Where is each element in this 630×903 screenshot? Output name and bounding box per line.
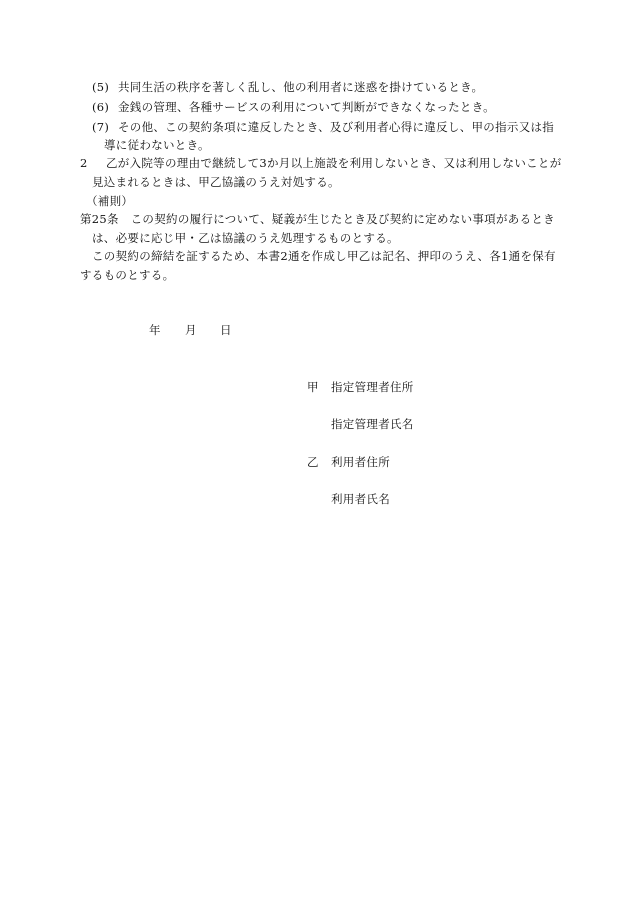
supplement-heading: （補則） <box>86 194 134 208</box>
closing-statement-continuation: するものとする。 <box>80 268 175 282</box>
date-day: 日 <box>220 323 232 337</box>
date-month: 月 <box>185 323 197 337</box>
item-text: その他、この契約条項に違反したとき、及び利用者心得に違反し、甲の指示又は指 <box>117 120 555 134</box>
clause-2 <box>80 155 562 171</box>
article-25-continuation: は、必要に応じ甲・乙は協議のうえ処理するものとする。 <box>92 231 399 245</box>
party-a-label: 甲 <box>307 380 319 394</box>
article-25: 第25条 この契約の履行について、疑義が生じたとき及び契約に定めない事項があるとき <box>80 212 555 226</box>
item-text: 金銭の管理、各種サービスの利用について判断ができなくなったとき。 <box>117 100 495 114</box>
clause-number: 2 <box>80 156 88 170</box>
party-a-address-label: 指定管理者住所 <box>331 380 414 394</box>
list-item-6 <box>92 99 495 115</box>
item-text: 共同生活の秩序を著しく乱し、他の利用者に迷惑を掛けているとき。 <box>117 80 484 94</box>
party-b-label: 乙 <box>307 455 319 469</box>
clause-text: 乙が入院等の理由で継続して3か月以上施設を利用しないとき、又は利用しないことが <box>105 156 562 170</box>
party-a-name-label: 指定管理者氏名 <box>331 417 414 431</box>
list-item-5 <box>92 79 483 95</box>
list-item-7-continuation: 導に従わないとき。 <box>104 138 210 152</box>
party-b-name-label: 利用者氏名 <box>331 492 390 506</box>
date-year: 年 <box>149 323 161 337</box>
item-number: (5) <box>92 80 110 94</box>
item-number: (7) <box>92 120 110 134</box>
closing-statement: この契約の締結を証するため、本書2通を作成し甲乙は記名、押印のうえ、各1通を保有 <box>92 249 556 263</box>
item-number: (6) <box>92 100 110 114</box>
party-b-address-label: 利用者住所 <box>331 455 390 469</box>
list-item-7 <box>92 119 554 135</box>
clause-2-continuation: 見込まれるときは、甲乙協議のうえ対処する。 <box>92 175 340 189</box>
